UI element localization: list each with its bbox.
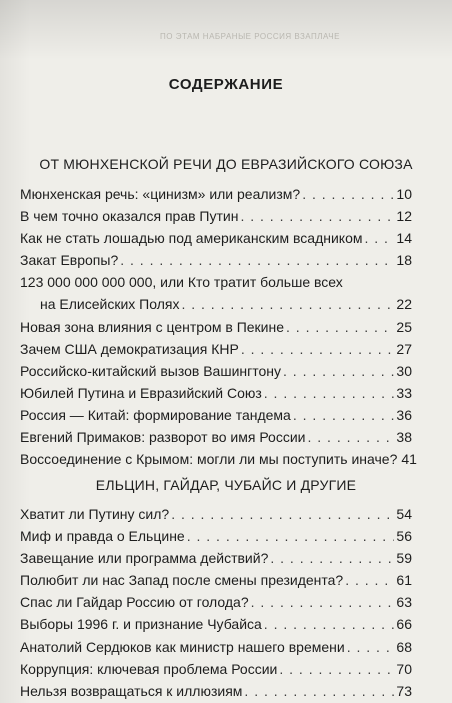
page-number: 33 xyxy=(396,384,412,401)
entry-title: Закат Европы? xyxy=(20,252,119,269)
entry-title: Как не стать лошадью под американским всадником xyxy=(20,230,363,247)
entry-title: Новая зона влияния с центром в Пекине xyxy=(20,318,285,335)
leader-dots xyxy=(365,227,395,249)
leader-dots xyxy=(120,249,394,271)
page-number: 36 xyxy=(396,406,412,423)
page-number: 54 xyxy=(396,506,412,522)
leader-dots xyxy=(279,658,394,680)
page-number: 56 xyxy=(396,528,412,545)
page-number: 66 xyxy=(396,616,412,633)
entry-title-continued: на Елисейских Полях xyxy=(40,296,180,313)
section-title: ЕЛЬЦИН, ГАЙДАР, ЧУБАЙС И ДРУГИЕ xyxy=(95,477,357,493)
leader-dots xyxy=(293,404,395,426)
toc-entry[interactable] xyxy=(20,183,412,205)
page-number: 41 xyxy=(401,451,417,468)
page-number: 12 xyxy=(396,208,412,225)
toc-entry[interactable] xyxy=(20,448,417,470)
entry-title: Спас ли Гайдар Россию от голода? xyxy=(20,594,249,611)
leader-dots xyxy=(244,680,394,702)
entry-title: Евгений Примаков: разворот во имя России xyxy=(20,429,306,446)
page-number: 70 xyxy=(396,660,412,677)
entry-title: Миф и правда о Ельцине xyxy=(20,528,185,545)
page-number: 10 xyxy=(396,186,412,202)
page-number: 38 xyxy=(396,429,412,446)
toc-entry[interactable] xyxy=(20,591,412,613)
entry-title: Нельзя возвращаться к иллюзиям xyxy=(20,682,243,699)
toc-entry[interactable] xyxy=(20,569,412,591)
page-number: 27 xyxy=(396,340,412,357)
leader-dots xyxy=(270,547,394,569)
section-title: ОТ МЮНХЕНСКОЙ РЕЧИ ДО ЕВРАЗИЙСКОГО СОЮЗА xyxy=(39,156,413,172)
page-number: 22 xyxy=(396,296,412,313)
entry-title: Российско-китайский вызов Вашингтону xyxy=(20,362,282,379)
toc-list xyxy=(20,503,412,702)
toc-entry[interactable] xyxy=(20,338,412,360)
toc-title: СОДЕРЖАНИЕ xyxy=(168,76,284,93)
toc-entry[interactable] xyxy=(20,271,412,315)
entry-title: Воссоединение с Крымом: могли ли мы поступить иначе? xyxy=(20,451,398,468)
leader-dots xyxy=(181,293,394,315)
entry-title: Хватит ли Путину сил? xyxy=(20,506,170,522)
page-number: 30 xyxy=(396,362,412,379)
page-number: 63 xyxy=(396,594,412,611)
page-number: 73 xyxy=(396,682,412,699)
entry-title: Выборы 1996 г. и признание Чубайса xyxy=(20,616,262,633)
entry-title: Россия — Китай: формирование тандема xyxy=(20,406,291,423)
leader-dots xyxy=(286,316,394,338)
entry-title: Юбилей Путина и Евразийский Союз xyxy=(20,384,262,401)
bleed-through-text: ПО ЭТАМ НАБРАНЫЕ РОССИЯ ВЗАПЛАЧЕ xyxy=(160,32,340,41)
leader-dots xyxy=(171,503,394,525)
toc-entry[interactable] xyxy=(20,426,412,448)
leader-dots xyxy=(264,382,395,404)
leader-dots xyxy=(302,183,394,205)
leader-dots xyxy=(251,591,395,613)
toc-entry[interactable] xyxy=(20,658,412,680)
entry-title: В чем точно оказался прав Путин xyxy=(20,208,239,225)
page-number: 14 xyxy=(396,230,412,247)
toc-entry[interactable] xyxy=(20,636,412,658)
toc-entry[interactable] xyxy=(20,404,412,426)
leader-dots xyxy=(264,613,395,635)
toc-entry[interactable] xyxy=(20,360,412,382)
entry-title: Коррупция: ключевая проблема России xyxy=(20,660,278,677)
toc-entry[interactable] xyxy=(20,503,412,525)
toc-list xyxy=(20,183,417,470)
entry-title: Анатолий Сердюков как министр нашего времени xyxy=(20,638,345,655)
toc-entry[interactable] xyxy=(20,316,412,338)
leader-dots xyxy=(283,360,394,382)
leader-dots xyxy=(345,569,394,591)
toc-entry[interactable] xyxy=(20,547,412,569)
entry-title: Завещание или программа действий? xyxy=(20,550,269,567)
toc-entry[interactable] xyxy=(20,227,412,249)
leader-dots xyxy=(347,636,395,658)
page-number: 68 xyxy=(396,638,412,655)
leader-dots xyxy=(241,338,395,360)
toc-entry[interactable] xyxy=(20,525,412,547)
page-number: 18 xyxy=(396,252,412,269)
entry-title: Зачем США демократизация КНР xyxy=(20,340,239,357)
entry-title: Полюбит ли нас Запад после смены президента? xyxy=(20,572,344,589)
toc-entry[interactable] xyxy=(20,249,412,271)
page-number: 25 xyxy=(396,318,412,335)
leader-dots xyxy=(240,205,394,227)
page-number: 61 xyxy=(396,572,412,589)
toc-entry[interactable] xyxy=(20,613,412,635)
page-number: 59 xyxy=(396,550,412,567)
leader-dots xyxy=(187,525,395,547)
entry-title: Мюнхенская речь: «цинизм» или реализм? xyxy=(20,186,301,202)
toc-entry[interactable] xyxy=(20,382,412,404)
entry-title: 123 000 000 000 000, или Кто тратит больше всех xyxy=(20,274,343,291)
leader-dots xyxy=(307,426,394,448)
toc-entry[interactable] xyxy=(20,205,412,227)
toc-entry[interactable] xyxy=(20,680,412,702)
